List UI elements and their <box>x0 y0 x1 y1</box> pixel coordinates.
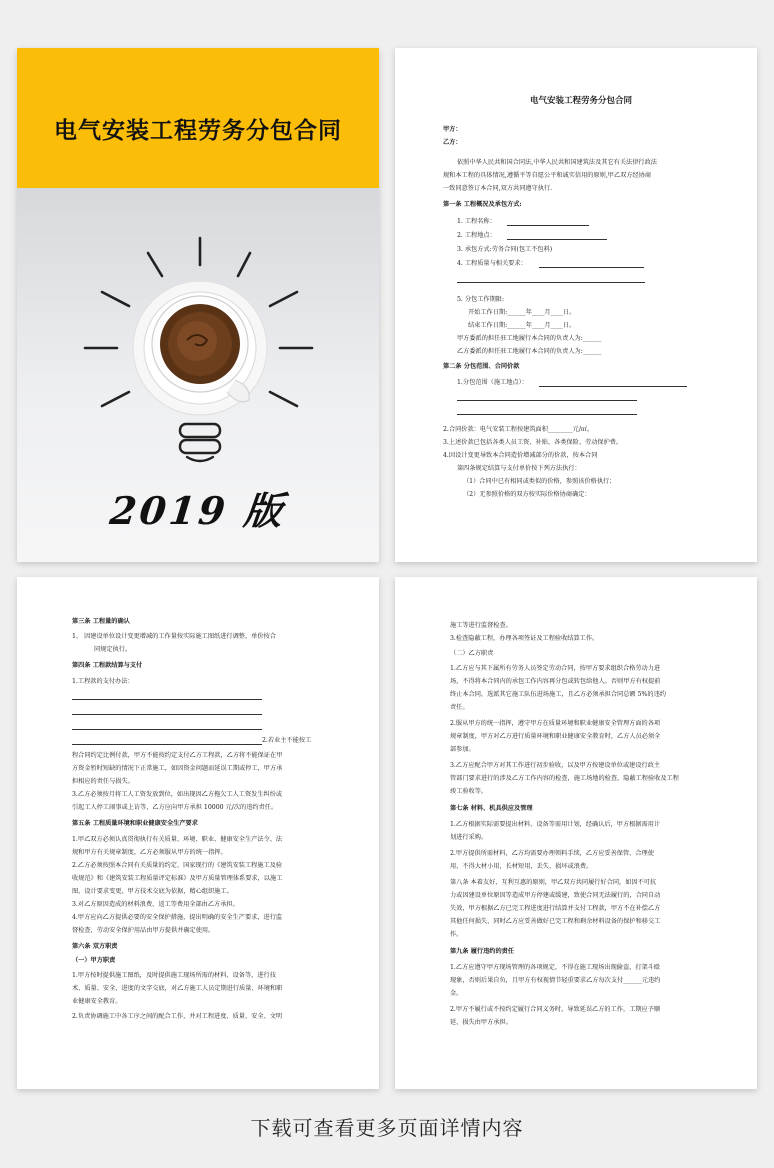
text-line: 2.若业主不能按工 <box>262 737 312 744</box>
text-line: 3.上述价款已包括各类人员工资、补贴、各类保险、劳动保护费。 <box>443 439 623 446</box>
text-line: 3. 承包方式:劳务合同(包工不包料) <box>457 246 553 253</box>
subsection-heading: （二）乙方职责 <box>450 650 494 657</box>
text-line: 2.负责协调施工中各工序之间的配合工作，并对工程进度、质量、安全、文明 <box>72 1013 283 1020</box>
text-line: 用，不得大材小用，长材短用，丢失、损坏或浪费。 <box>450 863 593 870</box>
fill-blank-line <box>72 714 262 715</box>
text-line: 作。 <box>450 931 463 938</box>
text-line: 规和甲方有关规章制度，乙方必须服从甲方的统一指挥。 <box>72 849 227 856</box>
section-heading: 第五条 工程质量环境和职业健康安全生产要求 <box>72 820 198 827</box>
section-heading: 第七条 材料、机具供应及管理 <box>450 805 533 812</box>
text-line: 失效，甲方根据乙方已完工程进度进行结算并支付工程款，甲方不在补偿乙方 <box>450 905 661 912</box>
contract-page-1 <box>395 48 757 562</box>
text-line: 2.甲方不履行或不按约定履行合同义务时，导致延误乙方的工作，工期应予顺 <box>450 1006 661 1013</box>
text-line: 程合同约定比例付款，甲方不能按约定支付乙方工程款，乙方将不能保证在甲 <box>72 752 283 759</box>
fill-blank-line <box>457 400 637 401</box>
text-line: 延，损失由甲方承担。 <box>450 1019 512 1026</box>
text-line: 1.甲方按时提供施工图纸，及时提供施工现场所需的材料、设备等，进行技 <box>72 972 276 979</box>
text-line: 1.乙方根据实际需要提出材料、设备等需用计划，经确认后，甲方根据需用计 <box>450 821 661 828</box>
text-line: 部参加。 <box>450 746 475 753</box>
fill-blank-line <box>457 414 637 415</box>
text-line: 开始工作日期:______年____月____日。 <box>468 309 576 316</box>
text-line: 划进行采购。 <box>450 834 488 841</box>
text-line: 4.因设计变更导致本合同造价增减部分的价款，按本合同 <box>443 452 598 459</box>
text-line: 术、质量、安全、进度的文字交底，对乙方施工人员定期进行质量、环境和职 <box>72 985 283 992</box>
text-line: （2）无参照价格的双方按实际价格协商确定： <box>463 491 591 498</box>
text-line: 1.乙方应遵守甲方现场管理的各项规定，不得在施工现场出现偷盗、打架斗殴 <box>450 964 661 971</box>
text-line: 3.乙方应配合甲方对其工作进行初步验收，以及甲方按建设单位或建设行政主 <box>450 762 661 769</box>
text-line: 引起工人停工闹事或上访等，乙方应向甲方承担 10000 元/次的违约责任。 <box>72 804 278 811</box>
fill-blank-line <box>72 744 262 745</box>
text-line: 第四条规定结算与支付单价按下列方法执行： <box>457 465 581 472</box>
text-line: （1）合同中已有相同或类似的价格，参照该价格执行； <box>463 478 616 485</box>
text-line: 规章制度，甲方对乙方进行质量环境和职业健康安全教育时，乙方人员必须全 <box>450 733 661 740</box>
text-line: 甲方委派的担任驻工地履行本合同的负责人为:______ <box>457 335 602 342</box>
text-line: 1. 工程名称： <box>457 218 496 225</box>
section-heading: 第六条 双方职责 <box>72 943 118 950</box>
section-heading: 第一条 工程概况及承包方式: <box>443 201 522 208</box>
text-line: 1.工程款的支付办法： <box>72 678 134 685</box>
text-line: 同规定执行。 <box>94 646 132 653</box>
text-line: 规和本工程的具体情况,遵循平等自愿公平和诚实信用的原则,甲乙双方经协商 <box>443 172 652 179</box>
text-line: 2.服从甲方的统一指挥，遵守甲方在质量环境和职业健康安全管理方面的各项 <box>450 720 661 727</box>
text-line: 终止本合同，选派其它施工队伍进场施工，且乙方必须承担合同总额 5%的违约 <box>450 691 666 698</box>
text-line: 场，不得将本合同内的承包工作内容再分包或转包给他人。否则甲方有权提前 <box>450 678 661 685</box>
section-heading: 第九条 履行违约的责任 <box>450 948 515 955</box>
section-heading: 第三条 工程量的确认 <box>72 618 130 625</box>
section-heading: 第二条 分包范围、合同价款 <box>443 363 520 370</box>
fill-blank-line <box>72 699 262 700</box>
text-line: 责任。 <box>450 704 469 711</box>
download-more-link[interactable]: 下载可查看更多页面详情内容 <box>250 1116 524 1140</box>
text-line: 施工等进行监督检查。 <box>450 622 512 629</box>
fill-blank-line <box>507 239 607 240</box>
text-line: 3.对乙方原因造成的材料浪费、返工等费用全部由乙方承担。 <box>72 901 239 908</box>
page-1-title: 电气安装工程劳务分包合同 <box>529 96 632 106</box>
text-line: 2.甲方提供所需材料，乙方均需要办理领料手续，乙方应妥善保管、合理使 <box>450 850 654 857</box>
subsection-heading: （一）甲方职责 <box>72 957 116 964</box>
text-line: 业健康安全教育。 <box>72 998 122 1005</box>
text-line: 其他任何损失，同时乙方应妥善做好已完工程和剩余材料设备的保护和移交工 <box>450 918 661 925</box>
fill-blank-line <box>507 225 589 226</box>
text-line: 2.乙方必须按照本合同有关质量的约定、国家现行的《建筑安装工程施工及验 <box>72 862 283 869</box>
text-line: 1、 因建设单位设计变更增减的工作量按实际施工图纸进行调整，单价按合 <box>72 633 276 640</box>
text-line: 图、设计要求变更、甲方技术交底为依据，精心组织施工。 <box>72 888 233 895</box>
text-line: 5. 分包工作期限: <box>457 296 505 303</box>
party-a-label: 甲方： <box>443 126 462 133</box>
text-line: 竣工验收等。 <box>450 788 488 795</box>
text-line: 方资金暂时短缺的情况下正常施工，如因资金问题而延误工期或停工，甲方承 <box>72 765 283 772</box>
text-line: 3.乙方必须按月将工人工资发放到位，如出现因乙方拖欠工人工资发生纠纷或 <box>72 791 283 798</box>
text-line: 担相应的责任与损失。 <box>72 778 134 785</box>
text-line: 1.乙方应与其下属所有劳务人员签定劳动合同，按甲方要求组织合格劳动力进 <box>450 665 661 672</box>
text-line: 现象，否则后果自负，且甲方有权视情节轻重要求乙方每次支付______元违约 <box>450 977 661 984</box>
text-line: 力或因建设单位原因等造成甲方停建或缓建，致使合同无法履行的，合同自动 <box>450 892 661 899</box>
cover-page <box>17 48 379 562</box>
text-line: 收规范》和《建筑安装工程质量评定标准》及甲方质量管理体系要求，以施工 <box>72 875 283 882</box>
text-line: 3.检查隐蔽工程，办理各项签证及工程验收结算工作。 <box>450 635 599 642</box>
text-line: 管部门要求进行的涉及乙方工作内容的检查，施工场地的检查，隐蔽工程验收及工程 <box>450 775 679 782</box>
text-line: 一致同意签订本合同,双方共同遵守执行. <box>443 185 553 192</box>
fill-blank-line <box>72 729 262 730</box>
text-line: 乙方委派的担任驻工地履行本合同的负责人为:______ <box>457 348 602 355</box>
text-line: 4.甲方应向乙方提供必要的安全保护措施，提出明确的安全生产要求，进行监 <box>72 914 283 921</box>
text-line: 第八条 本着友好、互利互惠的原则，甲乙双方共同履行好合同，如因不可抗 <box>450 879 657 886</box>
text-line: 2.合同价款：电气安装工程按建筑面积________元/㎡。 <box>443 426 594 433</box>
text-line: 1.甲乙双方必须认真贯彻执行有关质量、环境、职业、健康安全生产法令、法 <box>72 836 283 843</box>
contract-page-3 <box>395 577 757 1089</box>
section-heading: 第四条 工程款结算与支付 <box>72 662 143 669</box>
fill-blank-line <box>539 386 687 387</box>
fill-blank-line <box>457 282 645 283</box>
cover-year: 2019 版 <box>107 488 288 533</box>
text-line: 2. 工程地点： <box>457 232 496 239</box>
text-line: 4. 工程质量与相关要求： <box>457 260 527 267</box>
text-line: 依照中华人民共和国合同法,中华人民共和国建筑法及其它有关法律行政法 <box>457 159 657 166</box>
text-line: 1.分包范围（施工地点）： <box>457 379 528 386</box>
fill-blank-line <box>539 267 644 268</box>
party-b-label: 乙方： <box>443 139 462 146</box>
bulb-base-icon <box>180 424 220 461</box>
cover-title: 电气安装工程劳务分包合同 <box>54 118 342 144</box>
text-line: 结束工作日期:______年____月____日。 <box>468 322 576 329</box>
text-line: 金。 <box>450 990 463 997</box>
text-line: 督检查，劳动安全保护用品由甲方提供并确定使用。 <box>72 927 215 934</box>
contract-page-2 <box>17 577 379 1089</box>
